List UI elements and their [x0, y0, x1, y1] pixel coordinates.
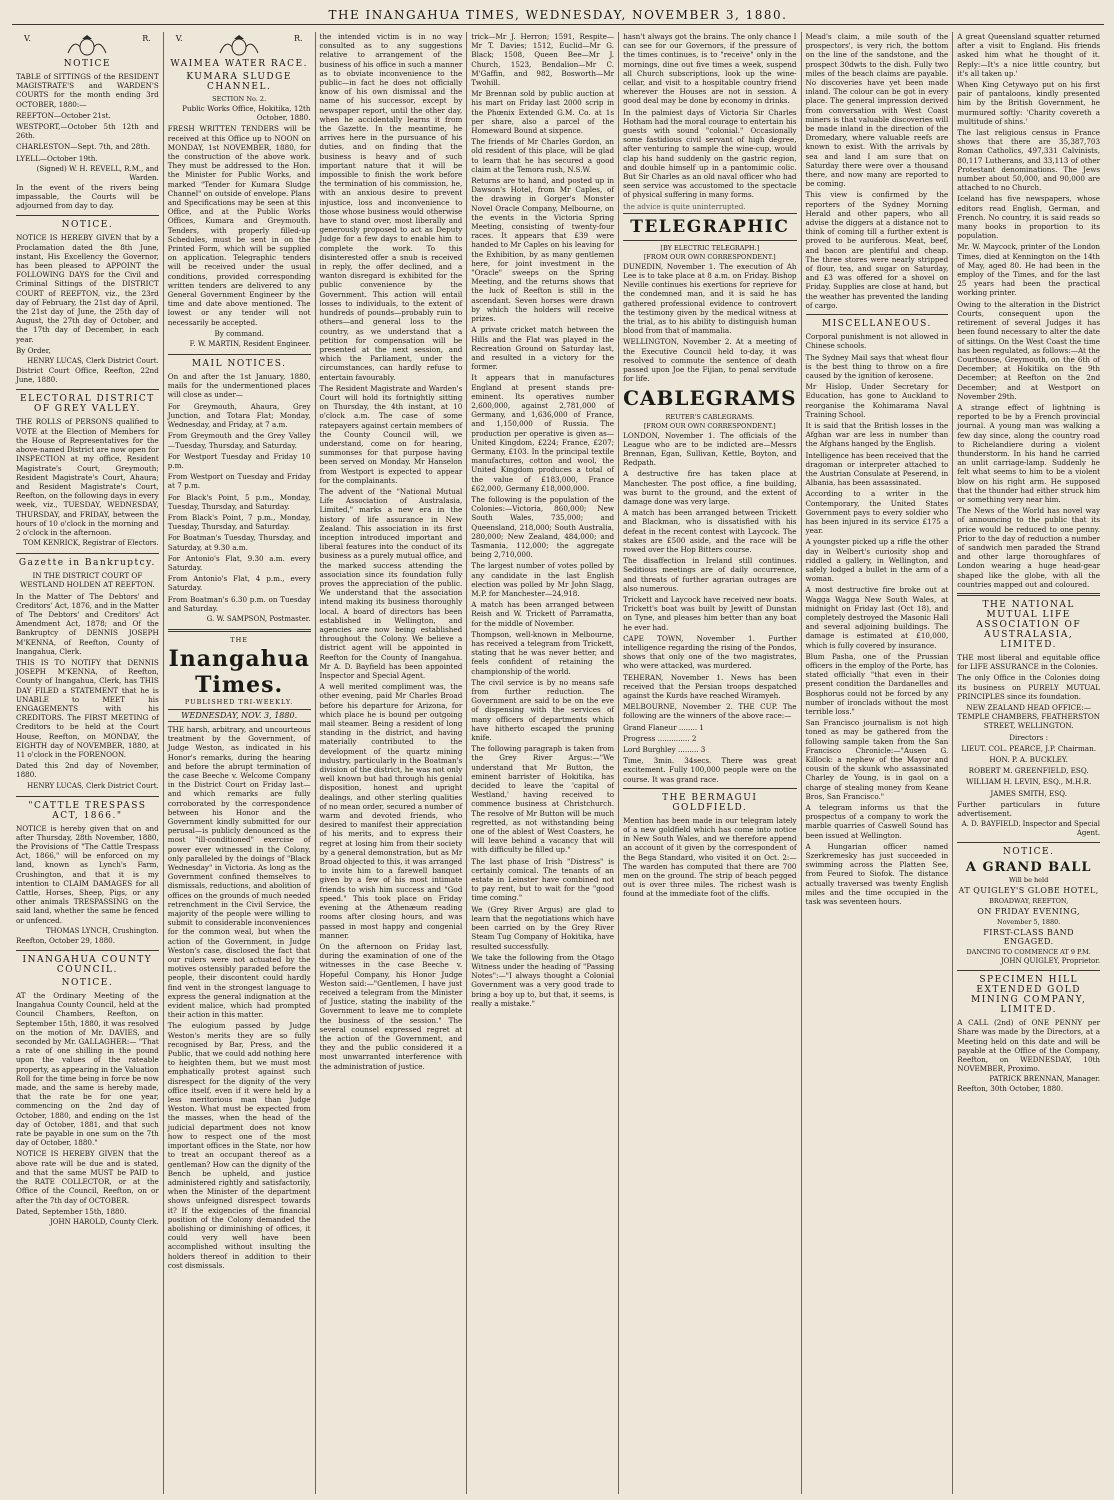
notice1-line: TABLE of SITTINGS of the RESIDENT MAGISTRATE'S and WARDEN'S COURTS for the month ending 3rd OCTOBER, 1880:— — [16, 72, 159, 109]
news-paragraph: A strange effect of lightning is reported to be by a French provincial journal. A young man was walking a few day since, along the country road to Richelandiere during a violent thunderstorm. In his hand he carried an unlit carriage-lamp. Suddenly he felt what seems to him to be a violent blow on his right arm. He supposed that the thunder had either struck him or something very near him. — [957, 402, 1101, 504]
notice1-line: CHARLESTON—Sept. 7th, and 28th. — [16, 142, 151, 152]
mail-line: From Westport on Tuesday and Friday at 7 p.m. — [167, 472, 311, 491]
news-paragraph: Returns are to hand, and posted up in Dawson's Hotel, from Mr Caples, of the drawing in Gorger's Monster Novel Oracle Company, Melbourne, on the events in the Victoria Spring Meeting, consisting of twenty-four races. It appears that £39 were handed to Mr Caples on his leaving for the Exhibition, by as many gentlemen here, for joint investment in the "Oracle" sweeps on the Spring Meeting, and the returns shows that the luck of Reefton is still in the ascendant. Seven horses were drawn by which the holders will receive prizes. — [471, 176, 615, 324]
notice2-byorder: By Order, — [16, 345, 51, 355]
ball-will: Will be held — [1009, 876, 1049, 885]
mail-line: For Greymouth, Ahaura, Grey Junction, and Totara Flat; Monday, Wednesday, and Friday, at 7 a.m. — [167, 401, 311, 430]
mail-line: For Westport Tuesday and Friday 10 p.m. — [167, 451, 311, 470]
misc-paragraph: A most destructive fire broke out at Wagga Wagga New South Wales, at midnight on Friday last (Oct 18), and completely destroyed the Masonic Hall and several adjoining buildings. The damage is estimated at £10,000, which is fully covered by insurance. — [805, 585, 949, 650]
specimen-hill-signature: PATRICK BRENNAN, Manager. — [989, 1075, 1101, 1084]
news-paragraph: The Resident Magistrate and Warden's Court will hold its fortnightly sitting on Thursday, the 4th instant, at 10 o'clock a.m. The case of some ratepayers against certain members of the County Council will, we understand, come on for hearing, summonses for that purpose having been served on Monday. Mr Hanselon from Westport is expected to appear for the complainants. — [319, 383, 463, 485]
specimen-hill-date: Reefton, 30th October, 1880. — [957, 1084, 1064, 1094]
notice2-place: District Court Office, Reefton, 22nd June, 1880. — [16, 366, 159, 385]
nameplate-the: THE — [230, 635, 249, 644]
news-paragraph: We take the following from the Otago Witness under the heading of "Passing Notes":—"I always thought a Colonial Government was a very good trade to bring a boy up to, but that, it seems, is really a mistake." — [471, 952, 615, 1008]
misc-paragraph: It is said that the British losses in the Afghan war are less in number than the Afghans hanged by the English. — [805, 420, 949, 449]
cattle-date: Reefton, October 29, 1880. — [16, 935, 115, 945]
news-paragraph: The largest number of votes polled by any candidate in the last English election was polled by Mr John Slagg, M.P. for Manchester—24,918. — [471, 561, 615, 598]
water-office: Public Works Office, Hokitika, 12th October, 1880. — [182, 104, 311, 123]
national-mutual-body2: The only Office in the Colonies doing its business on PURELY MUTUAL PRINCIPLES since its foundation. — [957, 673, 1101, 701]
mail-signature: G. W. SAMPSON, Postmaster. — [206, 614, 311, 623]
cup-after: Time, 3min. 34secs. There was great excitement. Fully 100,000 people were on the course. It was grand race. — [623, 756, 797, 784]
editorial-paragraph: The eulogium passed by Judge Weston's merits they are so fully recognised by Bar, Press, and the Public, that we could add nothing here to heighten them, but we must most emphatically protest against such disrespect for the dignity of the very office itself, even if it were held by a less meritorious man than Judge Weston. What must be expected from the masses, when the head of the judicial department does not know how to respect one of the most important offices in the State, nor how to treat an occupant thereof as a gentleman? How can the dignity of the Bench be upheld, and justice administered rightly and satisfactorily, when the Minister of the department shows unfeigned disrespect towards it? If the exigencies of the financial position of the Colony demanded the abolishing or diminishing of offices, it could very well have been accomplished without insulting the holders thereof in addition to their cost dismissals. — [167, 1021, 311, 1270]
royal-arms-icon — [64, 35, 110, 57]
mail-line: From Black's Point, 7 p.m., Monday, Tuesday, Thursday, and Saturday. — [167, 512, 311, 532]
telegraphic-sub: [BY ELECTRIC TELEGRAPH.] — [660, 243, 760, 252]
news-paragraph: Iceland has five newspapers, whose editors read English, German, and French. No country, it is said reads so many books in proportion to its population. — [957, 194, 1101, 241]
telegram-paragraph: WELLINGTON, November 2. At a meeting of the Executive Council held to-day, it was resolved to commute the sentence of death passed upon Joe the Fijian, to penal servitude for life. — [623, 337, 797, 384]
national-mutual-body: THE most liberal and equitable office for LIFE ASSURANCE in the Colonies. — [957, 652, 1101, 672]
dateline: WEDNESDAY, NOV. 3, 1880. — [168, 709, 311, 722]
ball-date: November 5, 1880. — [996, 918, 1061, 927]
misc-paragraph: Intelligence has been received that the dragoman or interpreter attached to the Austrian Consulate at Peserend, in Albania, has been assassinated. — [805, 450, 949, 488]
grand-ball-title: A GRAND BALL — [965, 860, 1092, 876]
cup-result: Grand Flaneur ........ 1 — [623, 722, 704, 732]
cattle-signature: THOMAS LYNCH, Crushington. — [45, 926, 159, 935]
news-paragraph: The civil service is by no means safe from further reduction. The Government are said to be on the eve of dispensing with the services of many officers of departments which have hitherto escaped the pruning knife. — [471, 677, 615, 743]
cable-paragraph: TEHERAN, November 1. News has been received that the Persian troops despatched against the Kurds have reached Wiramyeh. — [623, 672, 797, 700]
news-paragraph: The advent of the "National Mutual Life Association of Australasia, Limited," marks a new era in the history of life assurance in New Zealand. This association in its first inception introduced important and liberal features into the conduct of its business as a purely mutual office, and the marked success attending the association since its foundation fully proves the appreciation of the public. We understand that the association intend making its business thoroughly local. A board of directors has been established in Wellington, and agencies are now being established throughout the Colony. We believe a district agent will be appointed in Reefton for the County of Inangahua. Mr A. D. Bayfield has been appointed Inspector and Special Agent. — [319, 486, 463, 681]
cable-paragraph: MELBOURNE, November 2. THE CUP. The following are the winners of the above race:— — [623, 702, 797, 721]
cablegrams-title: CABLEGRAMS — [623, 385, 797, 410]
telegram-paragraph: DUNEDIN, November 1. The execution of Ah Lee is to take place at 8 a.m. on Friday. Bishop Neville continues his exertions for reprieve for the condemned man, and it is said he has gathered professional evidence to controvert the testimony given by the medical witness at the trial, as to his ability to distinguish human blood from that of mammalia. — [623, 261, 797, 336]
director: ROBERT M. GREENFIELD, ESQ. — [968, 766, 1089, 776]
news-paragraph: We (Grey River Argus) are glad to learn that the negotiations which have been carried on by the Grey River Steam Tug Company of Hokitika, have resulted successfully. — [471, 904, 615, 951]
column-3 — [316, 32, 468, 1494]
mail-line: From Boatman's 6.30 p.m. on Tuesday and Saturday. — [167, 594, 311, 613]
news-paragraph: Mr Brennan sold by public auction at his mart on Friday last 2000 scrip in the Phœnix Extended G.M. Co. at 1s per share, also a parcel of the Homeward Bound at sixpence. — [471, 89, 615, 136]
news-paragraph: The last phase of Irish "Distress" is certainly comical. The tenants of an estate in Leinster have combined not to pay rent, but to wait for the "good time coming." — [471, 856, 615, 903]
national-mutual-office: NEW ZEALAND HEAD OFFICE:— TEMPLE CHAMBERS, FEATHERSTON STREET, WELLINGTON. — [957, 703, 1100, 731]
cup-result: Progress .............. 2 — [623, 733, 697, 743]
cable-paragraph: A destructive fire has taken place at Manchester. The post office, a fine building, was burnt to the ground, and the extent of damage done was very large. — [623, 469, 797, 506]
electoral-title: ELECTORAL DISTRICT OF GREY VALLEY. — [20, 394, 155, 415]
column-2 — [164, 32, 316, 1494]
water-sub: KUMARA SLUDGE CHANNEL. — [186, 72, 292, 92]
mail-line: For Black's Point, 5 p.m., Monday, Tuesday, Thursday, and Saturday. — [167, 492, 311, 511]
news-paragraph: This view is confirmed by the reporters of the Sydney Morning Herald and other papers, who all advise the diggers at a distance not to think of coming till a further extent is proved to be auriferous. Meat, beef, and bacon are plentiful and cheap. The three stores were nearly stripped of flour, tea, and sugar on Saturday, and £3 was offered for a shovel on Friday. Supplies are close at hand, but the weather has prevented the landing of cargo. — [805, 190, 949, 310]
misc-paragraph: San Francisco journalism is not high toned as may be gathered from the following sample taken from the San Francisco Chronicle:—"Ausen G. Killock: a nephew of the Mayor and cousin of the skunk who assassinated Charley de Young, is in gaol on a charge of stealing money from Keane Bros, San Francisco." — [805, 718, 949, 801]
published-tri-weekly: PUBLISHED TRI-WEEKLY. — [184, 697, 294, 706]
news-paragraph: A private cricket match between the Hills and the Flat was played in the Recreation Ground on Saturday last, and resulted in a victory for the former. — [471, 325, 615, 372]
news-paragraph: A great Queensland squatter returned after a visit to England. His friends asked him what he thought of it. Reply:—It's a nice little country, but it's all taken up.' — [957, 32, 1101, 78]
council-notice: NOTICE IS HEREBY GIVEN that the above rate will be due and is stated, and that the same MUST be PAID to the RATE COLLECTOR, or at the Office of the Council, Reefton, on or after the 7th day of OCTOBER. — [16, 1149, 159, 1205]
news-paragraph: Thompson, well-known in Melbourne, has received a telegram from Trickett, stating that he was never better, and feels confident of retaining the championship of the world. — [471, 629, 615, 676]
news-paragraph: The following paragraph is taken from the Grey River Argus:—"We understand that Mr Button, the eminent barrister of Hokitika, has decided to leave the 'capital of Westland,' having received to commence business at Christchurch. The resolve of Mr Button will be much regretted, as not withstanding being one of the ablest of West Coasters, he will leave behind a vacancy that will with difficulty be filled up." — [471, 744, 615, 855]
notice2-title: NOTICE. — [61, 220, 114, 231]
national-mutual-further: Further particulars in future advertisement. — [957, 799, 1101, 819]
column-4 — [467, 32, 619, 1494]
cable-paragraph: CAPE TOWN, November 1. Further intelligence regarding the rising of the Pondos, shows that only one of the two magistrates, who were attacked, was murdered. — [623, 633, 797, 671]
director: WILLIAM H. LEVIN, ESQ., M.H.R. — [966, 777, 1092, 787]
council-signature: JOHN HAROLD, County Clerk. — [50, 1217, 159, 1226]
misc-paragraph: A Hungarian officer named Szerkremesky has just succeeded in swimming across the Platten See, from Feured to Siofok. The distance actually traversed was twenty English miles and the time occupied in the task was seventeen hours. — [805, 841, 949, 907]
bankruptcy-body: In the Matter of The Debtors' and Creditors' Act, 1876, and in the Matter of The Debtors' and Creditors' Act Amendment Act, 1878; and Of the Bankruptcy of DENNIS JOSEPH M'KENNA, of Reefton, County of Inangahua, Clerk. — [16, 591, 159, 656]
notice1-line: REEFTON—October 21st. — [16, 110, 111, 120]
directors-title: Directors : — [1009, 732, 1049, 742]
news-paragraph: Mead's claim, a mile south of the prospectors', is very rich, the bottom on the line of the sandstone, and the prospect 30dwts to the dish. Fully two miles of the beach claims are payable. No discoveries have yet been made inland. The colour can be got in every place. The general impression derived from conversation with West Coast miners is that valuable discoveries will be made inland in the direction of the Dromedary, where valuable reefs are known to exist. With the arrivals by sea and land I am sure that on Saturday there were over a thousand there, and now many are reported to be coming. — [805, 32, 949, 189]
bankruptcy-title: Gazette in Bankruptcy. — [18, 558, 156, 569]
news-paragraph: A match has been arranged between Reish and W. Trickett of Parramatta, for the middle of November. — [471, 600, 615, 628]
news-paragraph: In the palmiest days of Victoria Sir Charles Hotham had the moral courage to entertain his guests with sound "colonial." Occasionally some fastidious civil servant of high degree, after venturing to sample the wine-cup, would clap his hand suddenly on the gastric region, and double himself up in a pantomimic colic. But Sir Charles as an old naval officer who had seen service was accustomed to the spectacle of physical suffering in many forms. — [623, 107, 797, 200]
notice1-signature: (Signed) W. H. REVELL, R.M., and Warden. — [36, 164, 159, 182]
notice1-foot: In the event of the rivers being impassable, the Courts will be adjourned from day to day. — [16, 182, 159, 211]
news-paragraph: A well merited compliment was, the other evening, paid Mr Charles Broad before his departure for Arizona, for which place he is bound per outgoing mail steamer. Being a resident of long standing in the district, and having materially contributed to the development of the quartz mining industry, particularly in the Boatman's division of the district, he was not only well known but had through his genial disposition, honest and upright dealings, and other sterling qualities of no mean order, secured a number of warm and devoted friends, who desired to manifest their appreciation of his merits, and to express their regret at losing him from their society by a general demonstration, but as Mr Broad objected to this, it was arranged to invite him to a farewell banquet given by a few of his most intimate friends to wish him success and "God speed." This took place on Friday evening at the Athenæum reading rooms after closing hours, and was passed in most happy and congenial manner. — [319, 682, 463, 940]
specimen-hill-title: SPECIMEN HILL EXTENDED GOLD MINING COMPANY, LIMITED. — [970, 975, 1087, 1016]
column-1 — [12, 32, 164, 1494]
mail-intro: On and after the 1st January, 1880, mails for the undermentioned places will close as under— — [167, 372, 311, 400]
miscellaneous-title: MISCELLANEOUS. — [821, 319, 932, 330]
cable-paragraph: A match has been arranged between Trickett and Blackman, who is dissatisfied with his defeat in the recent contest with Laycock. The stakes are £500 aside, and the race will be rowed over the Hop Bitters course. — [623, 508, 797, 554]
council-sub: NOTICE. — [61, 978, 114, 989]
ball-venue: AT QUIGLEY'S GLOBE HOTEL, — [958, 886, 1099, 896]
council-date: Dated, September 15th, 1880. — [16, 1206, 127, 1216]
news-paragraph: The News of the World has novel way of announcing to the public that its price would be reduced to one penny. Prior to the day of reduction a number of sandwich men paraded the Strand and other large thoroughfares of London wearing a huge head-gear shaped like the globe, with all the countries mapped out and coloured. — [957, 506, 1101, 589]
director: LIEUT. COL. PEARCE, J.P. Chairman. — [961, 743, 1096, 753]
column-7 — [953, 32, 1104, 1494]
bermagui-text: Mention has been made in our telegram lately of a new goldfield which has come into notice in New South Wales, and we therefore append an account of it given by the correspondent of the Bega Standard, who visited it on Oct. 2:—The warden has computed that there are 700 men on the ground. The strip of beach pegged out is over three miles. The richest wash is found at the immediate foot of the cliffs. — [623, 815, 797, 899]
smudged-line: the advice is quite uninterrupted. — [623, 201, 746, 211]
news-paragraph: hasn't always got the brains. The only chance I can see for our Governors, if the pressure of the times continues, is to "receive" only in the mornings, dine out five times a week, suspend all Church subscriptions, look up the wine-cellar, and visit to a hospitable country friend wherever the Houses are not in session. A good deal may be done by economy in drinks. — [623, 32, 797, 106]
crest-v: V. — [175, 34, 183, 43]
crest-v: V. — [24, 34, 31, 43]
bermagui-title: THE BERMAGUI GOLDFIELD. — [662, 792, 758, 813]
columns — [12, 32, 1104, 1494]
telegraphic-title: TELEGRAPHIC — [623, 213, 796, 241]
column-6 — [802, 32, 954, 1494]
water-signature: F. W. MARTIN, Resident Engineer. — [189, 340, 311, 349]
editorial-paragraph: THE harsh, arbitrary, and uncourteous treatment by the Government, of Judge Weston, as indicated in his Honor's remarks, during the hearing and before the abrupt termination of the case Beeche v. Welcome Company in the District Court on Friday last—and which remarks are fully corroborated by the correspondence between his Honor and the Government kindly submitted for our perusal—is publicly denounced as the most "ill-conditioned" exercise of power ever witnessed in the Colony, only paralleled by the doings of "Black Wednesday" in Victoria. As long as the Government confined themselves to dismissals, reductions, and abolition of offices on the grounds of much needed retrenchment in the Civil Service, the majority of the people were willing to submit to considerable inconveniences for the common weal, but when the action of the Government, in Judge Weston's case, disclosed the fact that our rulers were not actuated by the motives ostensibly paraded before the people, their discontent could hardly find vent in the strongest language to express the general indignation at the evident malice, which had prompted their action in this matter. — [167, 724, 311, 1020]
water-title: WAIMEA WATER RACE. — [170, 59, 308, 69]
cablegrams-from: [FROM OUR OWN CORRESPONDENT.] — [643, 421, 776, 430]
ball-band: FIRST-CLASS BAND ENGAGED. — [983, 928, 1075, 947]
specimen-hill-body: A CALL (2nd) of ONE PENNY per Share was made by the Directors, at a Meeting held on this date and will be payable at the Office of the Company, Reefton, on WEDNESDAY, 10th NOVEMBER, Proximo. — [957, 1018, 1101, 1074]
electoral-signature: TOM KENRICK, Registrar of Electors. — [23, 539, 159, 548]
news-paragraph: Mr. W. Maycock, printer of the London Times, died at Kennington on the 14th of May, aged 80. He had been in the employ of the Times, and for the last 25 years had been the practical working printer. — [957, 242, 1101, 298]
electoral-body: THE ROLLS of PERSONS qualified to VOTE at the Election of Members for the House of Representatives for the above-named District are now open for INSPECTION at my office, Resident Magistrate's Court, Greymouth; Resident Magistrate's Court, Ahaura; and Resident Magistrate's Court, Reefton, on the following days in every week, viz., TUESDAY, WEDNESDAY, THURSDAY, and FRIDAY, between the hours of 10 o'clock in the morning and 2 o'clock in the afternoon. — [16, 417, 159, 537]
mail-line: From Greymouth and the Grey Valley—Tuesday, Thursday, and Saturday. — [167, 431, 311, 450]
column-5 — [619, 32, 801, 1494]
misc-paragraph: Mr Hislop, Under Secretary for Education, has gone to Auckland to reorganise the Kohimarama Naval Training School. — [805, 382, 949, 419]
national-mutual-title: THE NATIONAL MUTUAL LIFE ASSOCIATION OF AUSTRALASIA, LIMITED. — [976, 599, 1082, 650]
cable-paragraph: The disaffection in Ireland still continues. Seditious meetings are of daily occurrence, and threats of further agrarian outrages are also numerous. — [623, 556, 797, 593]
notice2-signature: HENRY LUCAS, Clerk District Court. — [27, 357, 159, 366]
national-mutual-signature: A. D. BAYFIELD, Inspector and Special Agent. — [961, 820, 1101, 838]
news-paragraph: the intended victim is in no way consulted as to any suggestions relative to arrangement of the business of his office in such a manner as to obviate inconvenience to the public—in fact he does not officially know of his own dismissal and the name of his successor, except by newspaper report, until the other day, when he accidentally learns it from the Gazette. In the meantime, he arrives here in the pursuance of his duties, and on finding that the business is heavy and of such important nature that it will be impossible to finish the work before the termination of his commission, he, with an anxious desire to prevent injustice, loss and inconvenience to those whose business would otherwise have to stand over, most liberally and generously proposed to act as Deputy Judge for a few days to enable him to complete the work. To this disinterested offer a snub is received in reply, the offer declined, and a wanton disregard is exhibited for the public convenience by the Government. This action will entail losses to individuals, to the extent of hundreds of pounds—probably ruin to others—and general loss to the country, as we understand that a petition for compensation will be presented at the next session, and which the Parliament, under the circumstances, can hardly refuse to entertain favourably. — [319, 32, 463, 382]
misc-paragraph: Blum Pasha, one of the Prussian officers in the employ of the Porte, has stated officially "that even in their present condition the Dardanelles and Bosphorus could not be forced by any number of ironclads without the most terrible loss." — [805, 651, 949, 717]
cattle-body: NOTICE is hereby given that on and after Thursday, 28th November, 1880, the Provisions of "The Cattle Trespass Act, 1866," will be enforced on my land, known as Lynch's Farm, Crushington, and that it is my intention to CLAIM DAMAGES for all Cattle, Horses, Sheep, Pigs, or any other animals TRESPASSING on the said land, whether the same be fenced or unfenced. — [16, 823, 159, 925]
water-section: SECTION No. 2. — [212, 95, 267, 103]
news-paragraph: When King Cetywayo put on his first pair of pantaloons, kindly presented him by the British Government, he murmured softly: 'Charity covereth a multitude of shins.' — [957, 80, 1101, 126]
cable-paragraph: LONDON, November 1. The officials of the League who are to be indicted are—Messrs Brennan, Egan, Sullivan, Kettle, Boyton, and Redpath. — [623, 430, 797, 468]
news-paragraph: On the afternoon on Friday last, during the examination of one of the witnesses in the case Beeche v. Hopeful Company, his Honor Judge Weston said:—"Gentlemen, I have just received a telegram from the Minister of Justice, stating the inability of the Government to leave me to complete the business of the session." The several counsel expressed regret at the action of the Government, and they and the public considered it a most unwarranted interference with the administration of justice. — [319, 941, 463, 1071]
bankruptcy-signature: HENRY LUCAS, Clerk District Court. — [27, 781, 159, 790]
water-bycommand: By command. — [214, 328, 264, 338]
director: JAMES SMITH, ESQ. — [990, 788, 1067, 798]
news-paragraph: The last religious census in France shows that there are 35,387,703 Roman Catholics, 497,331 Calvinists, 80,117 Lutherans, and 33,113 of other Protestant denominations. The Jews number about 50,000, and 90,000 are attached to no Church. — [957, 128, 1101, 193]
bankruptcy-court: IN THE DISTRICT COURT OF WESTLAND HOLDEN AT REEFTON. — [20, 571, 155, 590]
nameplate: Inangahua Times. — [168, 645, 310, 698]
notice1-line: LYELL—October 19th. — [16, 153, 98, 163]
mail-title: MAIL NOTICES. — [191, 359, 287, 370]
cup-result: Lord Burghley ......... 3 — [623, 745, 706, 754]
notice1-title: NOTICE — [63, 59, 112, 69]
ball-day: ON FRIDAY EVENING, — [977, 907, 1081, 917]
royal-arms-icon — [216, 35, 262, 57]
water-body: FRESH WRITTEN TENDERS will be received at this Office up to NOON on MONDAY, 1st NOVEMBER, 1880, for the construction of the above work. They must be addressed to the Hon. the Minister for Public Works, and marked "Tender for Kumara Sludge Channel" on outside of envelope. Plans and Specifications may be seen at this Office, and at the Public Works Offices, Kumara and Greymouth. Tenders, with properly filled-up Schedules, must be sent in on the Printed Form, which will be supplied on application. Telegraphic tenders will be received under the usual conditions, provided corresponding written tenders are delivered to any General Government Engineer by the time and date above mentioned. The lowest or any tender will not necessarily be accepted. — [167, 124, 311, 327]
news-paragraph: The friends of Mr Charles Gordon, an old resident of this place, will be glad to learn that he has secured a good claim at the Temora rush, N.S.W. — [471, 137, 615, 174]
masthead: THE INANGAHUA TIMES, WEDNESDAY, NOVEMBER 3, 1880. — [12, 8, 1104, 25]
crest-r: R. — [293, 34, 303, 43]
ball-signature: JOHN QUIGLEY, Proprietor. — [1000, 957, 1101, 966]
mail-line: From Antonio's Flat, 4 p.m., every Saturday. — [167, 574, 311, 593]
council-body: AT the Ordinary Meeting of the Inangahua County Council, held at the Council Chambers, Reefton, on September 15th, 1880, it was resolved on the motion of Mr. DAVIES, and seconded by Mr. GALLAGHER:— "That a rate of one shilling in the pound upon the values of the rateable property, as appearing in the Valuation Roll for the time being in force be now made, and the same is hereby made, that the rate be for one year, commencing on the 2nd day of October, 1880, and ending on the 1st day of October, 1881, and that such rate be payable in one sum on the 7th day of October, 1880." — [16, 991, 159, 1148]
news-paragraph: Owing to the alteration in the District Courts, consequent upon the retirement of several Judges it has been found necessary to alter the date of sittings. On the West Coast the time has been regulated, as follows:—At the Courthouse, Greymouth, on the 6th of December; at Hokitika on the 9th December; at Reefton on the 2nd December; and at Westport on November 29th. — [957, 299, 1101, 401]
news-paragraph: The following is the population of the Colonies:—Victoria, 860,000; New South Wales, 735,000; and Queensland, 218,000; South Australia, 280,000; New Zealand, 484,000; and Tasmania, 112,000; the aggregate being 2,710,000. — [471, 494, 615, 560]
misc-paragraph: According to a writer in the Contemporary, the United States Government pays to every soldier who has been injured in its service £175 a year. — [805, 489, 949, 536]
misc-paragraph: Corporal punishment is not allowed in Chinese schools. — [805, 332, 949, 351]
notice1-line: WESTPORT,—October 5th 12th and 26th. — [16, 122, 159, 141]
crest-r: R. — [142, 34, 151, 43]
mail-line: For Boatman's Tuesday, Thursday, and Saturday, at 9.30 a.m. — [167, 533, 311, 552]
news-paragraph: trick—Mr J. Herron; 1591, Respite—Mr T. Davies; 1512, Euclid—Mr G. Black; 1508, Queen Bee—Mr J. Church, 1523, Bendalion—Mr C. M'Gaffin, and 982, Bosworth—Mr Twohill. — [471, 32, 615, 88]
misc-paragraph: A telegram informs us that the prospectus of a company to work the marble quarries of Caswell Sound has been issued at Wellington. — [805, 803, 949, 840]
ball-place: BROADWAY, REEFTON, — [989, 897, 1069, 906]
bankruptcy-notice: THIS IS TO NOTIFY that DENNIS JOSEPH M'KENNA, of Reefton, County of Inangahua, Clerk, has THIS DAY FILED a STATEMENT that he is UNABLE to MEET his ENGAGEMENTS with his CREDITORS. The FIRST MEETING of Creditors to be held at the Court House, Reefton, on MONDAY, the EIGHTH day of NOVEMBER, 1880, at 11 o'clock in the FORENOON. — [16, 657, 159, 759]
council-title: INANGAHUA COUNTY COUNCIL. — [22, 955, 153, 976]
cablegrams-sub: REUTER'S CABLEGRAMS. — [665, 412, 755, 421]
cattle-title: "CATTLE TRESPASS ACT, 1866." — [28, 800, 147, 821]
telegraphic-from: [FROM OUR OWN CORRESPONDENT.] — [643, 252, 776, 261]
director: HON. P. A. BUCKLEY. — [989, 755, 1068, 765]
mail-line: For Antonio's Flat, 9.30 a.m. every Saturday. — [167, 553, 311, 572]
news-paragraph: It appears that in manufactures England at present stands pre-eminent. Its operatives number 2,600,000, against 2,781,000 of Germany, and 1,636,000 of France, and 1,150,000 of Russia. The production per operative is given as—United Kingdom, £224; France, £207; Germany, £103. In the principal textile manufactures, cotton and wool, the United Kingdom produces a total of the value of £183,000, France £62,000, Germany £18,000,000. — [471, 373, 615, 493]
ball-dancing: DANCING TO COMMENCE AT 9 P.M. — [966, 948, 1091, 957]
bankruptcy-date: Dated this 2nd day of November, 1880. — [16, 761, 159, 780]
notice2-body: NOTICE IS HEREBY GIVEN that by a Proclamation dated the 8th June, instant, His Excellency the Governor, has been pleased to APPOINT the FOLLOWING DAYS for the Civil and Criminal Sittings of the DISTRICT COURT of REEFTON, viz., the 23rd day of February, the 21st day of April, the 21st day of June, the 25th day of August, the 27th day of October, and the 17th day of December, in each year. — [16, 233, 159, 344]
cable-paragraph: Trickett and Laycock have received new boats. Trickett's boat was built by Jewitt of Dunstan on Tyne, and pleases him better than any boat he ever had. — [623, 594, 797, 632]
misc-paragraph: The Sydney Mail says that wheat flour is the best thing to throw on a fire caused by the ignition of kerosene. — [805, 352, 949, 380]
misc-paragraph: A youngster picked up a rifle the other day in Welbert's curiosity shop and riddled a gallery, in Wellington, and safely lodged a bullet in the arm of a woman. — [805, 537, 949, 584]
ball-notice: NOTICE. — [1002, 847, 1055, 858]
